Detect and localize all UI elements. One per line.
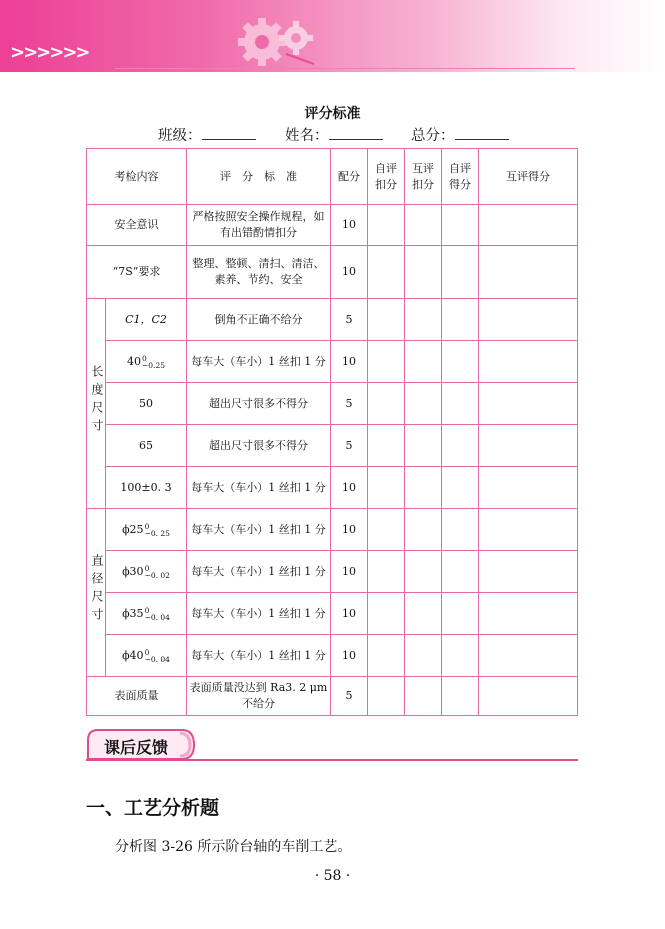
self-deduct-cell[interactable] (368, 509, 405, 551)
peer-deduct-cell[interactable] (405, 551, 442, 593)
self-deduct-cell[interactable] (368, 246, 405, 299)
header-peer-deduct: 互评扣分 (405, 149, 442, 205)
feedback-tab (86, 728, 196, 762)
header-self-score: 自评得分 (442, 149, 479, 205)
self-score-cell[interactable] (442, 551, 479, 593)
name-field (285, 124, 383, 145)
peer-score-cell[interactable] (479, 467, 578, 509)
class-label: 班级： (158, 128, 202, 144)
criteria-cell: 每车大（车小）1 丝扣 1 分 (187, 593, 331, 635)
self-deduct-cell[interactable] (368, 341, 405, 383)
total-label: 总分： (411, 128, 455, 144)
criteria-cell: 表面质量没达到 Ra3. 2 μm 不给分 (187, 677, 331, 716)
item-cell: 表面质量 (87, 677, 187, 716)
section-heading: 一、工艺分析题 (86, 797, 220, 819)
tolerance: 0 −0. 04 (144, 647, 170, 664)
table-row (87, 635, 578, 677)
peer-deduct-cell[interactable] (405, 246, 442, 299)
score-cell: 10 (331, 551, 368, 593)
criteria-cell: 每车大（车小）1 丝扣 1 分 (187, 635, 331, 677)
peer-score-cell[interactable] (479, 635, 578, 677)
gears-icon (226, 10, 326, 68)
self-deduct-cell[interactable] (368, 551, 405, 593)
criteria-cell: 倒角不正确不给分 (187, 299, 331, 341)
peer-score-cell[interactable] (479, 509, 578, 551)
peer-score-cell[interactable] (479, 551, 578, 593)
question-text: 分析图 3-26 所示阶台轴的车削工艺。 (115, 839, 352, 855)
peer-score-cell[interactable] (479, 677, 578, 716)
header-row (87, 149, 578, 205)
table-row (87, 509, 578, 551)
self-deduct-cell[interactable] (368, 383, 405, 425)
item-cell: “7S”要求 (87, 246, 187, 299)
peer-deduct-cell[interactable] (405, 341, 442, 383)
item-cell: 50 (106, 383, 187, 425)
table-row (87, 246, 578, 299)
criteria-cell: 每车大（车小）1 丝扣 1 分 (187, 551, 331, 593)
item-cell: ϕ40 0 −0. 04 (106, 635, 187, 677)
criteria-cell: 严格按照安全操作规程，如有出错酌情扣分 (187, 205, 331, 246)
self-score-cell[interactable] (442, 467, 479, 509)
peer-deduct-cell[interactable] (405, 509, 442, 551)
criteria-cell: 超出尺寸很多不得分 (187, 425, 331, 467)
header-rule (115, 68, 575, 69)
length-group-label: 长度尺寸 (87, 299, 106, 509)
table-row (87, 677, 578, 716)
score-cell: 10 (331, 509, 368, 551)
self-score-cell[interactable] (442, 205, 479, 246)
peer-deduct-cell[interactable] (405, 467, 442, 509)
self-score-cell[interactable] (442, 509, 479, 551)
header-band (0, 0, 665, 72)
peer-deduct-cell[interactable] (405, 425, 442, 467)
total-blank (455, 125, 509, 140)
table-title: 评分标准 (304, 106, 361, 122)
class-blank (202, 125, 256, 140)
name-label: 姓名： (285, 128, 329, 144)
item-cell: ϕ25 0 −0. 25 (106, 509, 187, 551)
peer-deduct-cell[interactable] (405, 593, 442, 635)
criteria-cell: 每车大（车小）1 丝扣 1 分 (187, 467, 331, 509)
chevron-decoration: >>>>>> (10, 42, 89, 63)
self-deduct-cell[interactable] (368, 635, 405, 677)
class-field (158, 124, 256, 145)
table-row (87, 551, 578, 593)
peer-deduct-cell[interactable] (405, 677, 442, 716)
score-cell: 10 (331, 341, 368, 383)
peer-score-cell[interactable] (479, 425, 578, 467)
score-table (86, 148, 578, 716)
score-cell: 10 (331, 635, 368, 677)
table-row (87, 205, 578, 246)
self-deduct-cell[interactable] (368, 299, 405, 341)
table-row (87, 341, 578, 383)
self-score-cell[interactable] (442, 383, 479, 425)
item-cell: 65 (106, 425, 187, 467)
peer-score-cell[interactable] (479, 383, 578, 425)
table-row (87, 467, 578, 509)
header-criteria: 评 分 标 准 (187, 149, 331, 205)
header-peer-score: 互评得分 (479, 149, 578, 205)
peer-score-cell[interactable] (479, 299, 578, 341)
peer-score-cell[interactable] (479, 341, 578, 383)
score-cell: 10 (331, 593, 368, 635)
tolerance: 0 −0. 02 (144, 563, 170, 580)
item-cell: 安全意识 (87, 205, 187, 246)
item-cell: 100±0. 3 (106, 467, 187, 509)
self-score-cell[interactable] (442, 635, 479, 677)
table-row (87, 299, 578, 341)
peer-score-cell[interactable] (479, 593, 578, 635)
tolerance: 0 −0. 04 (144, 605, 170, 622)
score-cell: 5 (331, 425, 368, 467)
criteria-cell: 整理、整顿、清扫、清洁、素养、节约、安全 (187, 246, 331, 299)
section-rule (86, 759, 578, 761)
self-deduct-cell[interactable] (368, 677, 405, 716)
peer-score-cell[interactable] (479, 205, 578, 246)
total-field (411, 124, 509, 145)
peer-score-cell[interactable] (479, 246, 578, 299)
page-number: · 58 · (314, 868, 351, 884)
self-score-cell[interactable] (442, 677, 479, 716)
self-deduct-cell[interactable] (368, 467, 405, 509)
score-cell: 10 (331, 205, 368, 246)
self-deduct-cell[interactable] (368, 593, 405, 635)
self-score-cell[interactable] (442, 593, 479, 635)
header-self-deduct: 自评扣分 (368, 149, 405, 205)
score-cell: 5 (331, 677, 368, 716)
tolerance: 0 −0.25 (142, 353, 165, 370)
criteria-cell: 超出尺寸很多不得分 (187, 383, 331, 425)
table-row (87, 383, 578, 425)
header-score: 配分 (331, 149, 368, 205)
item-cell: C1，C2 (106, 299, 187, 341)
self-score-cell[interactable] (442, 246, 479, 299)
item-cell: ϕ30 0 −0. 02 (106, 551, 187, 593)
score-cell: 10 (331, 467, 368, 509)
peer-deduct-cell[interactable] (405, 635, 442, 677)
feedback-tab-label: 课后反馈 (104, 738, 169, 757)
criteria-cell: 每车大（车小）1 丝扣 1 分 (187, 509, 331, 551)
item-cell: 40 0 −0.25 (106, 341, 187, 383)
peer-deduct-cell[interactable] (405, 383, 442, 425)
diameter-group-label: 直径尺寸 (87, 509, 106, 677)
table-row (87, 593, 578, 635)
self-score-cell[interactable] (442, 425, 479, 467)
score-cell: 5 (331, 299, 368, 341)
score-cell: 10 (331, 246, 368, 299)
name-blank (329, 125, 383, 140)
self-deduct-cell[interactable] (368, 205, 405, 246)
self-score-cell[interactable] (442, 299, 479, 341)
tolerance: 0 −0. 25 (144, 521, 170, 538)
table-row (87, 425, 578, 467)
score-cell: 5 (331, 383, 368, 425)
peer-deduct-cell[interactable] (405, 205, 442, 246)
criteria-cell: 每车大（车小）1 丝扣 1 分 (187, 341, 331, 383)
item-cell: ϕ35 0 −0. 04 (106, 593, 187, 635)
self-score-cell[interactable] (442, 341, 479, 383)
peer-deduct-cell[interactable] (405, 299, 442, 341)
header-item: 考检内容 (87, 149, 187, 205)
self-deduct-cell[interactable] (368, 425, 405, 467)
